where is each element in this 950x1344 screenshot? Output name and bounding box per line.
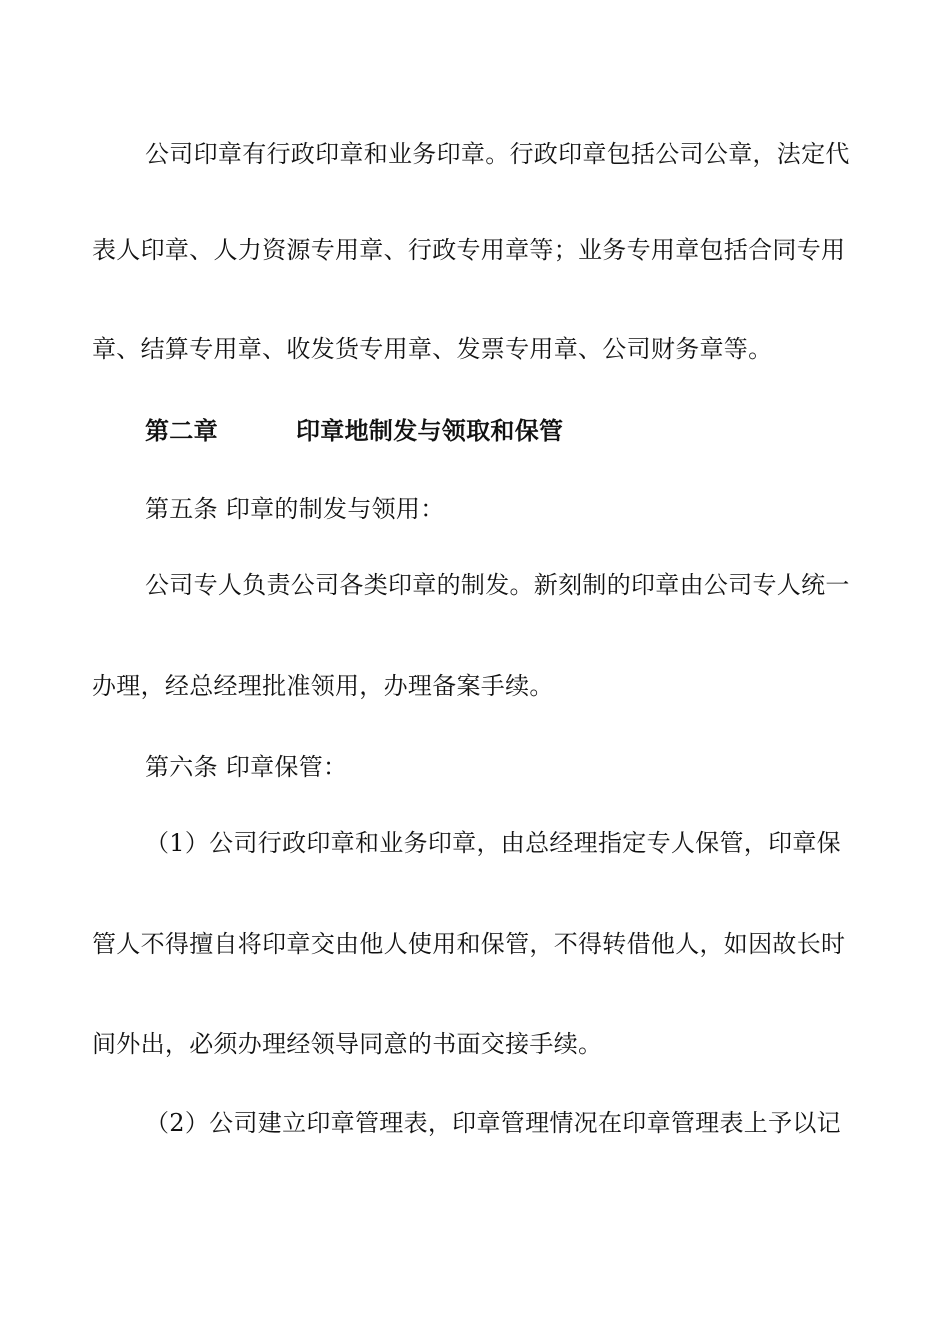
article-6-item-1-line-2: 管人不得擅自将印章交由他人使用和保管，不得转借他人，如因故长时 [92, 930, 846, 958]
seal-paragraph-line-3: 章、结算专用章、收发货专用章、发票专用章、公司财务章等。 [92, 335, 773, 363]
chapter-heading [145, 414, 845, 448]
seal-paragraph-line-1: 公司印章有行政印章和业务印章。行政印章包括公司公章，法定代 [145, 140, 850, 168]
article-5-line-1: 公司专人负责公司各类印章的制发。新刻制的印章由公司专人统一 [145, 571, 850, 599]
seal-paragraph-line-2: 表人印章、人力资源专用章、行政专用章等；业务专用章包括合同专用 [92, 236, 846, 264]
article-6-heading: 第六条 印章保管： [145, 753, 348, 781]
chapter-title: 印章地制发与领取和保管 [296, 416, 564, 445]
article-6-item-1-line-1: （1）公司行政印章和业务印章，由总经理指定专人保管，印章保 [145, 829, 841, 857]
article-6-item-2-line-1: （2）公司建立印章管理表，印章管理情况在印章管理表上予以记 [145, 1109, 841, 1137]
article-5-heading: 第五条 印章的制发与领用： [145, 495, 445, 523]
article-6-item-1-line-3: 间外出，必须办理经领导同意的书面交接手续。 [92, 1030, 603, 1058]
article-5-line-2: 办理，经总经理批准领用，办理备案手续。 [92, 672, 554, 700]
chapter-number: 第二章 [145, 416, 218, 445]
